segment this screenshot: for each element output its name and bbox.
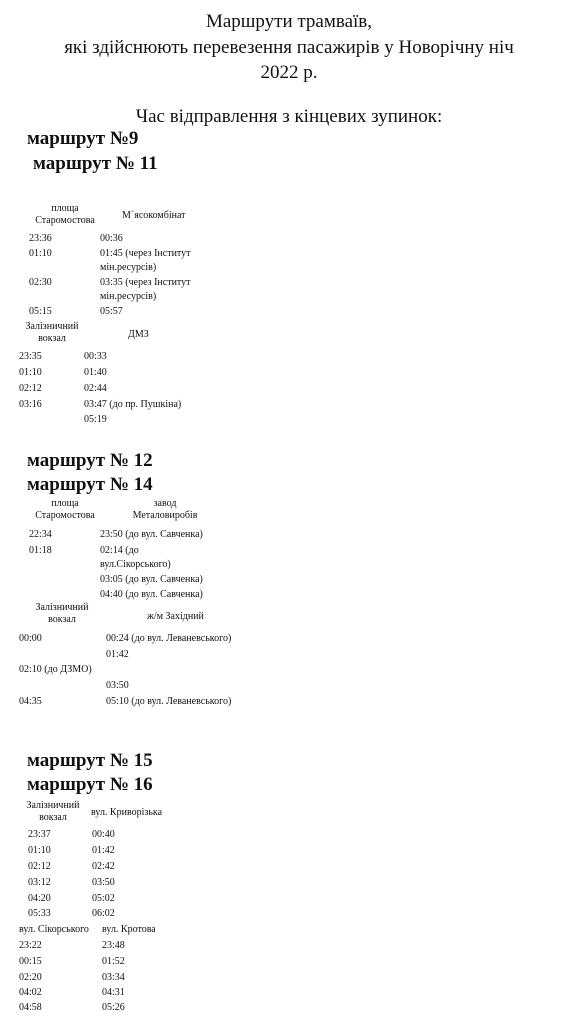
stop-header-right: вул. Криворізька: [91, 807, 163, 818]
stop-header-right: М`ясокомбінат: [122, 210, 186, 221]
time-cell: 02:12: [28, 861, 51, 872]
time-cell: 04:31: [102, 987, 125, 998]
route-11-heading: маршрут № 11: [33, 153, 158, 174]
stop-header-right: ДМЗ: [128, 329, 149, 340]
time-cell: 23:37: [28, 829, 51, 840]
time-cell: 05:26: [102, 1002, 125, 1013]
time-cell: 06:02: [92, 908, 115, 919]
route-9-heading: маршрут №9: [27, 128, 139, 149]
time-cell: 00:36: [100, 233, 123, 244]
time-cell: мін.ресурсів): [100, 291, 157, 302]
time-cell: 02:30: [29, 277, 52, 288]
stop-header-left: Залізничний вокзал: [26, 800, 80, 823]
stop-header-right: вул. Кротова: [102, 924, 156, 935]
time-cell: 03:12: [28, 877, 51, 888]
stop-header-left: площа Старомостова: [35, 498, 95, 521]
stop-header-right: ж/м Західний: [147, 611, 204, 622]
route-15-heading: маршрут № 15: [27, 750, 153, 771]
time-cell: 03:50: [92, 877, 115, 888]
time-cell: 00:00: [19, 633, 42, 644]
time-cell: 02:12: [19, 383, 42, 394]
time-cell: 01:42: [106, 649, 129, 660]
time-cell: 23:50 (до вул. Савченка): [100, 529, 203, 540]
stop-header-left: вул. Сікорського: [19, 924, 89, 935]
title-line-1: Маршрути трамваїв,: [205, 11, 373, 32]
time-cell: 00:24 (до вул. Леваневського): [106, 633, 232, 644]
time-cell: 00:40: [92, 829, 115, 840]
subtitle: Час відправлення з кінцевих зупинок:: [135, 106, 443, 127]
stop-header-left: площа Старомостова: [35, 203, 95, 226]
time-cell: 04:35: [19, 696, 42, 707]
route-16-heading: маршрут № 16: [27, 774, 153, 795]
time-cell: 01:10: [28, 845, 51, 856]
time-cell: 02:14 (до: [100, 545, 139, 556]
time-cell: 01:45 (через Інститут: [100, 248, 191, 259]
time-cell: 02:42: [92, 861, 115, 872]
time-cell: 01:10: [19, 367, 42, 378]
time-cell: 23:36: [29, 233, 52, 244]
time-cell: 23:48: [102, 940, 125, 951]
time-cell: 23:22: [19, 940, 42, 951]
route-14-heading: маршрут № 14: [27, 474, 153, 495]
time-cell: 05:02: [92, 893, 115, 904]
title-line-2: які здійснюють перевезення пасажирів у Новорічну ніч: [64, 37, 514, 58]
route-12-heading: маршрут № 12: [27, 450, 153, 471]
stop-header-left: Залізничний вокзал: [25, 321, 79, 344]
time-cell: 02:10 (до ДЗМО): [19, 664, 92, 675]
time-cell: 03:35 (через Інститут: [100, 277, 191, 288]
time-cell: 05:33: [28, 908, 51, 919]
time-cell: 05:15: [29, 306, 52, 317]
time-cell: 01:18: [29, 545, 52, 556]
time-cell: 04:58: [19, 1002, 42, 1013]
time-cell: 23:35: [19, 351, 42, 362]
time-cell: 05:57: [100, 306, 123, 317]
time-cell: 00:15: [19, 956, 42, 967]
time-cell: 01:40: [84, 367, 107, 378]
time-cell: 03:50: [106, 680, 129, 691]
time-cell: 03:16: [19, 399, 42, 410]
time-cell: 01:10: [29, 248, 52, 259]
time-cell: 22:34: [29, 529, 52, 540]
time-cell: 03:34: [102, 972, 125, 983]
stop-header-right: завод Металовиробів: [132, 498, 198, 521]
time-cell: 00:33: [84, 351, 107, 362]
time-cell: мін.ресурсів): [100, 262, 157, 273]
time-cell: 03:47 (до пр. Пушкіна): [84, 399, 182, 410]
time-cell: 01:52: [102, 956, 125, 967]
time-cell: 04:02: [19, 987, 42, 998]
time-cell: 05:10 (до вул. Леваневського): [106, 696, 232, 707]
time-cell: 04:40 (до вул. Савченка): [100, 589, 203, 600]
time-cell: 02:20: [19, 972, 42, 983]
time-cell: 04:20: [28, 893, 51, 904]
stop-header-left: Залізничний вокзал: [35, 602, 89, 625]
title-line-3: 2022 р.: [260, 62, 318, 83]
time-cell: 03:05 (до вул. Савченка): [100, 574, 203, 585]
time-cell: вул.Сікорського): [100, 559, 171, 570]
time-cell: 02:44: [84, 383, 107, 394]
time-cell: 01:42: [92, 845, 115, 856]
time-cell: 05:19: [84, 414, 107, 425]
